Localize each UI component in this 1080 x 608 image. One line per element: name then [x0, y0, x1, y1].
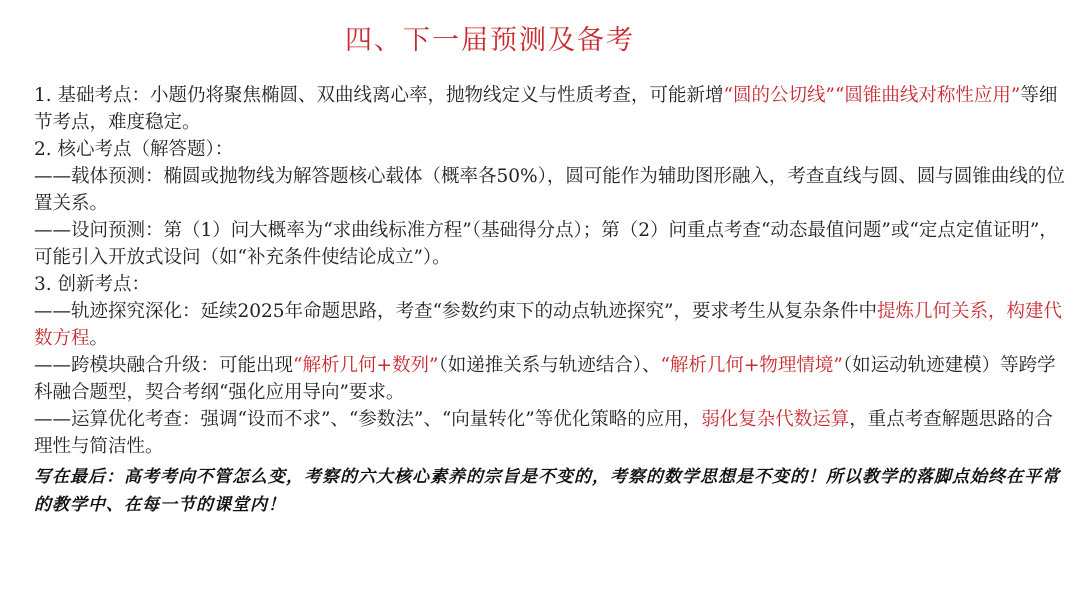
computation-text: ——运算优化考查：强调“设而不求”、“参数法”、“向量转化”等优化策略的应用，	[34, 409, 702, 430]
paragraph-core-topics-heading: 2. 核心考点（解答题）：	[34, 139, 234, 160]
cross-module-tail: （如运动轨迹建模）等跨学科融合题型，契合考纲“强化应用导向”要求。	[34, 355, 1056, 403]
slide-title: 四、下一届预测及备考	[345, 25, 635, 56]
locus-text: ——轨迹探究深化：延续2025年命题思路，考查“参数约束下的动点轨迹探究”，要求考生从复杂条件中	[34, 301, 878, 322]
cross-module-mid: （如递推关系与轨迹结合）、	[438, 355, 661, 376]
basic-topics-text: 1. 基础考点：小题仍将聚焦椭圆、双曲线离心率，抛物线定义与性质考查，可能新增	[34, 85, 724, 106]
highlight-geometry-sequence: “解析几何+数列”	[293, 355, 439, 376]
closing-remark: 写在最后：高考考向不管怎么变，考察的六大核心素养的宗旨是不变的，考察的数学思想是不变的！所以教学的落脚点始终在平常的教学中、在每一节的课堂内！	[34, 467, 1060, 515]
cross-module-text: ——跨模块融合升级：可能出现	[34, 355, 294, 376]
paragraph-carrier-prediction: ——载体预测：椭圆或抛物线为解答题核心载体（概率各50%），圆可能作为辅助图形融入，考查直线与圆、圆与圆锥曲线的位置关系。	[34, 166, 1065, 214]
basic-topics-tail: 等细节考点，难度稳定。	[34, 85, 1058, 133]
highlight-geometry-algebra: 提炼几何关系，构建代数方程	[34, 301, 1063, 349]
highlight-geometry-physics: “解析几何+物理情境”	[660, 355, 843, 376]
highlight-weaken-algebra: 弱化复杂代数运算	[701, 409, 850, 430]
paragraph-question-prediction: ——设问预测：第（1）问大概率为“求曲线标准方程”（基础得分点）；第（2）问重点考查“动态最值问题”或“定点定值证明”，可能引入开放式设问（如“补充条件使结论成立”）。	[34, 220, 1058, 268]
paragraph-innovation-heading: 3. 创新考点：	[34, 274, 151, 295]
paragraph-locus-exploration	[34, 298, 1068, 352]
locus-tail: 。	[89, 328, 109, 349]
paragraph-basic-topics	[34, 82, 1068, 136]
paragraph-computation-optimization	[34, 406, 1068, 460]
slide-body	[34, 82, 1068, 519]
computation-tail: ，重点考查解题思路的合理性与简洁性。	[34, 409, 1053, 457]
highlight-conic-symmetry: “圆锥曲线对称性应用”	[834, 85, 1021, 106]
paragraph-cross-module	[34, 352, 1068, 406]
highlight-common-tangent: “圆的公切线”	[723, 85, 835, 106]
